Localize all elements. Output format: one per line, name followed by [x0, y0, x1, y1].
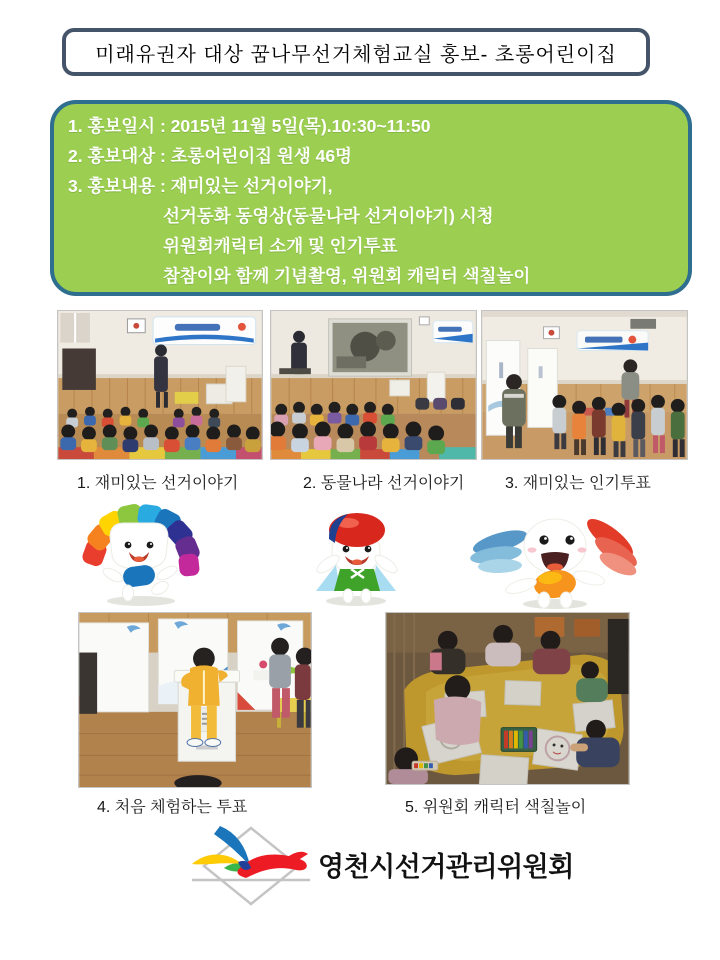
photo-animal-story-video-art: [271, 311, 476, 459]
promo-box: [50, 100, 692, 296]
promo-line-5: 위원회캐릭터 소개 및 인기투표: [163, 236, 398, 256]
page-title: 미래유권자 대상 꿈나무선거체험교실 홍보- 초롱어린이집: [95, 43, 617, 66]
promo-line-4: 선거동화 동영상(동물나라 선거이야기) 시청: [163, 206, 494, 226]
promo-line-2: 2. 홍보대상 : 초롱어린이집 원생 46명: [68, 146, 352, 166]
caption-animal-story: 2. 동물나라 선거이야기: [303, 475, 465, 492]
photo-coloring-activity-art: [386, 613, 629, 784]
bags-row: [415, 398, 464, 410]
caption-popularity-vote: 3. 재미있는 인기투표: [505, 475, 651, 492]
caption-election-story: 1. 재미있는 선거이야기: [77, 475, 239, 492]
photo-first-voting-art: [79, 613, 311, 787]
caption-first-voting: 4. 처음 체험하는 투표: [97, 799, 248, 816]
promo-line-3: 3. 홍보내용 : 재미있는 선거이야기,: [68, 176, 333, 196]
photo-election-story: [57, 310, 263, 460]
photo-popularity-vote-art: [482, 311, 687, 459]
org-name: 영천시선거관리위원회: [318, 852, 574, 882]
nec-ballot-bird-logo-icon: [188, 822, 314, 910]
caption-coloring: 5. 위원회 캐릭터 색칠놀이: [405, 799, 587, 816]
photo-animal-story-video: [270, 310, 477, 460]
taegeuk-hair-mascot-icon: [276, 503, 436, 608]
winged-mascot-icon: [458, 498, 653, 610]
photo-election-story-art: [58, 311, 262, 459]
promo-line-1: 1. 홍보일시 : 2015년 11월 5일(목).10:30~11:50: [68, 116, 431, 136]
promo-line-6: 참참이와 함께 기념촬영, 위원회 캐릭터 색칠놀이: [163, 266, 531, 286]
photo-coloring-activity: [385, 612, 630, 785]
photo-popularity-vote: [481, 310, 688, 460]
photo-first-voting: [78, 612, 312, 788]
rainbow-petal-mascot-icon: [66, 503, 216, 608]
title-box: [62, 28, 650, 76]
